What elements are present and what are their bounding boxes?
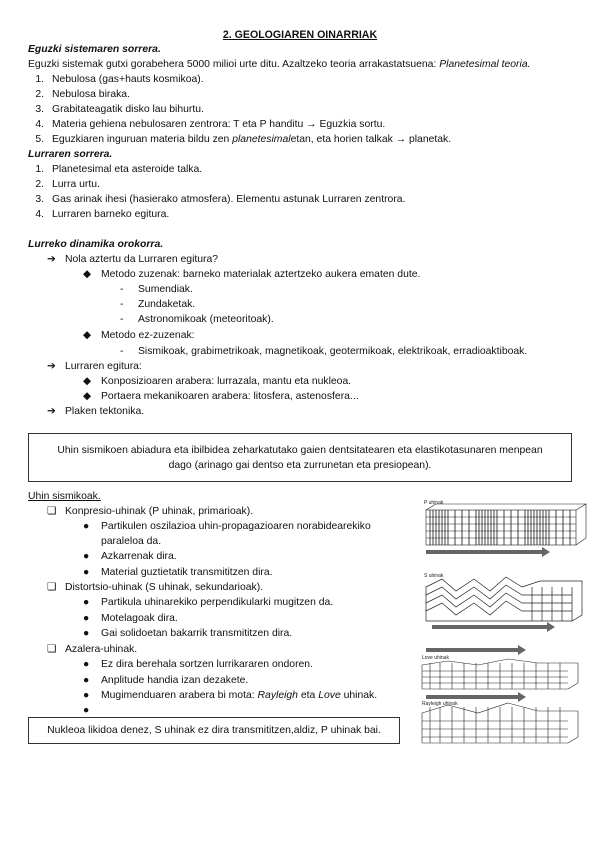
heading-solar-system: Eguzki sistemaren sorrera. xyxy=(28,44,161,55)
list-item: 1. Nebulosa (gas+hauts kosmikoa). xyxy=(35,74,204,85)
dash-item: - Sumendiak. xyxy=(120,284,193,295)
list-item: 3. Grabitateagatik disko lau bihurtu. xyxy=(35,104,204,115)
dash-item-text: Sismikoak, grabimetrikoak, magnetikoak, geotermikoak, elektrikoak, erradioaktiboak. xyxy=(138,346,528,357)
heading-earth-origin: Lurraren sorrera. xyxy=(28,149,113,160)
arrow-icon xyxy=(432,622,555,632)
checkbox-item xyxy=(47,643,137,657)
list-item-emphasis: planetesimal xyxy=(232,134,291,145)
bullet-item-text: Motelagoak dira. xyxy=(101,613,178,624)
bullet-item: ● Partikulen oszilazioa uhin-propagazioaren norabidearekiko xyxy=(83,521,371,532)
dash-item-text: Zundaketak. xyxy=(138,299,196,310)
bullet-item-emphasis: Rayleigh xyxy=(257,690,298,701)
list-item-text: Lurra urtu. xyxy=(52,179,100,190)
list-item: 2. Lurra urtu. xyxy=(35,179,100,190)
bullet-item-text: Material guztietatik transmititzen dira. xyxy=(101,567,273,578)
bullet-item-text: Mugimenduaren arabera bi mota: xyxy=(101,690,258,701)
heading-seismic-waves: Uhin sismikoak. xyxy=(28,491,101,502)
surface-waves-figure xyxy=(418,645,590,745)
bullet-item: ● Azkarrenak dira. xyxy=(83,551,177,562)
callout-box-nucleus: Nukleoa likidoa denez, S uhinak ez dira transmititzen,aldiz, P uhinak bai. xyxy=(28,717,400,744)
checkbox-item-text: Konpresio-uhinak (P uhinak, primarioak). xyxy=(65,506,254,517)
diamond-item-text: Metodo ez-zuzenak: xyxy=(101,330,195,341)
figure-label: P uhinak xyxy=(424,500,444,506)
diamond-item xyxy=(83,375,351,389)
diamond-item xyxy=(83,390,359,404)
figure-label: Love uhinak xyxy=(422,655,449,661)
bullet-item: ● Gai solidoetan bakarrik transmititzen dira. xyxy=(83,628,293,639)
arrow-bullet-icon: ➔ xyxy=(47,254,56,265)
list-item-text: Lurraren barneko egitura. xyxy=(52,209,170,220)
dash-item-text: Sumendiak. xyxy=(138,284,193,295)
heading-earth-dynamics: Lurreko dinamika orokorra. xyxy=(28,239,164,250)
bullet-item: ● Motelagoak dira. xyxy=(83,613,178,624)
dash-item-text: Astronomikoak (meteoritoak). xyxy=(138,314,274,325)
figure-label: Rayleigh uhinak xyxy=(422,701,458,707)
p-wave-diagram xyxy=(422,500,590,560)
bullet-item: ● Mugimenduaren arabera bi mota: Rayleigh eta Love uhinak. xyxy=(83,690,378,701)
list-item-text: Gas arinak ihesi (hasierako atmosfera). Elementu astunak Lurraren zentrora. xyxy=(52,194,406,205)
dash-item: - Astronomikoak (meteoritoak). xyxy=(120,314,274,325)
list-item: 4. Materia gehiena nebulosaren zentrora: T eta P handitu → Eguzkia sortu. xyxy=(35,119,386,130)
dash-item: - Zundaketak. xyxy=(120,299,196,310)
list-item: 4. Lurraren barneko egitura. xyxy=(35,209,170,220)
callout-line: dago (arinago gai dentso eta zurrunetan eta presiopean). xyxy=(168,460,432,471)
page-title: 2. GEOLOGIAREN OINARRIAK xyxy=(222,29,378,41)
list-item: 3. Gas arinak ihesi (hasierako atmosfera). Elementu astunak Lurraren zentrora. xyxy=(35,194,406,205)
bullet-item: ● Anplitude handia izan dezakete. xyxy=(83,675,249,686)
bullet-item-text: eta xyxy=(297,690,319,701)
diamond-bullet-icon: ◆ xyxy=(83,391,91,402)
bullet-item: ● Material guztietatik transmititzen dira. xyxy=(83,567,273,578)
diamond-item-text: Portaera mekanikoaren arabera: litosfera, astenosfera... xyxy=(101,391,359,402)
arrow-bullet-icon: ➔ xyxy=(47,406,56,417)
intro-emphasis: Planetesimal teoria. xyxy=(439,59,531,70)
bullet-item-emphasis: Love xyxy=(318,690,341,701)
arrow-icon xyxy=(426,645,526,655)
diamond-item xyxy=(83,268,420,282)
arrow-icon xyxy=(426,547,550,557)
dash-item: - Sismikoak, grabimetrikoak, magnetikoak, geotermikoak, elektrikoak, erradioaktiboak. xyxy=(120,346,528,357)
diamond-item xyxy=(83,329,195,343)
list-item-text: Materia gehiena nebulosaren zentrora: T eta P handitu → Eguzkia sortu. xyxy=(52,119,386,130)
checkbox-item xyxy=(47,505,253,519)
empty-bullet-item: ● xyxy=(83,705,90,716)
diamond-item-text: Konposizioaren arabera: lurrazala, mantu eta nukleoa. xyxy=(101,376,352,387)
arrow-item xyxy=(47,253,218,267)
list-item-text: Planetesimal eta asteroide talka. xyxy=(52,164,203,175)
diamond-item-text: Metodo zuzenak: barneko materialak aztertzeko aukera ematen dute. xyxy=(101,269,421,280)
list-item-text: Nebulosa (gas+hauts kosmikoa). xyxy=(52,74,204,85)
list-item: 2. Nebulosa biraka. xyxy=(35,89,130,100)
bullet-item-text: Partikula uhinarekiko perpendikularki mugitzen da. xyxy=(101,597,334,608)
figure-label: S uhinak xyxy=(424,573,444,579)
list-item-text: Grabitateagatik disko lau bihurtu. xyxy=(52,104,204,115)
bullet-item: ● Partikula uhinarekiko perpendikularki mugitzen da. xyxy=(83,597,334,608)
callout-box-seismic-velocity xyxy=(28,433,572,482)
bullet-item-text: Gai solidoetan bakarrik transmititzen dira. xyxy=(101,628,293,639)
list-item: 5. Eguzkiaren inguruan materia bildu zen planetesimaletan, eta horien talkak → planetak. xyxy=(35,134,452,145)
square-bullet-icon: ❏ xyxy=(47,506,57,517)
bullet-item-text: Azkarrenak dira. xyxy=(101,551,177,562)
arrow-item-text: Lurraren egitura: xyxy=(65,361,142,372)
square-bullet-icon: ❏ xyxy=(47,644,57,655)
diamond-bullet-icon: ◆ xyxy=(83,269,91,280)
list-item-text: Eguzkiaren inguruan materia bildu zen xyxy=(52,134,233,145)
intro-paragraph xyxy=(28,58,531,72)
square-bullet-icon: ❏ xyxy=(47,582,57,593)
bullet-item-text: Ez dira berehala sortzen lurrikararen ondoren. xyxy=(101,659,313,670)
list-item-text: etan, eta horien talkak → planetak. xyxy=(290,134,452,145)
checkbox-item-text: Distortsio-uhinak (S uhinak, sekundarioak). xyxy=(65,582,264,593)
arrow-item xyxy=(47,405,144,419)
checkbox-item xyxy=(47,581,263,595)
bullet-item-text: Anplitude handia izan dezakete. xyxy=(101,675,249,686)
s-wave-figure xyxy=(422,573,590,635)
s-wave-diagram xyxy=(422,573,590,635)
intro-text: Eguzki sistemak gutxi gorabehera 5000 milioi urte ditu. Azaltzeko teoria arrakastatsuena: xyxy=(28,59,440,70)
diamond-bullet-icon: ◆ xyxy=(83,330,91,341)
bullet-item: ● Ez dira berehala sortzen lurrikararen ondoren. xyxy=(83,659,313,670)
bullet-item-text: uhinak. xyxy=(340,690,378,701)
bullet-item-text: Partikulen oszilazioa uhin-propagazioaren norabidearekiko xyxy=(101,521,371,532)
checkbox-item-text: Azalera-uhinak. xyxy=(65,644,138,655)
arrow-item-text: Nola aztertu da Lurraren egitura? xyxy=(65,254,219,265)
diamond-bullet-icon: ◆ xyxy=(83,376,91,387)
arrow-bullet-icon: ➔ xyxy=(47,361,56,372)
bullet-item-continuation: paraleloa da. xyxy=(101,536,162,547)
callout-line: Uhin sismikoen abiadura eta ibilbidea zeharkatutako gaien dentsitatearen eta elastikotasunaren menpean xyxy=(57,445,543,456)
arrow-item xyxy=(47,360,142,374)
arrow-item-text: Plaken tektonika. xyxy=(65,406,145,417)
p-wave-figure xyxy=(422,500,590,560)
list-item-text: Nebulosa biraka. xyxy=(52,89,130,100)
list-item: 1. Planetesimal eta asteroide talka. xyxy=(35,164,203,175)
